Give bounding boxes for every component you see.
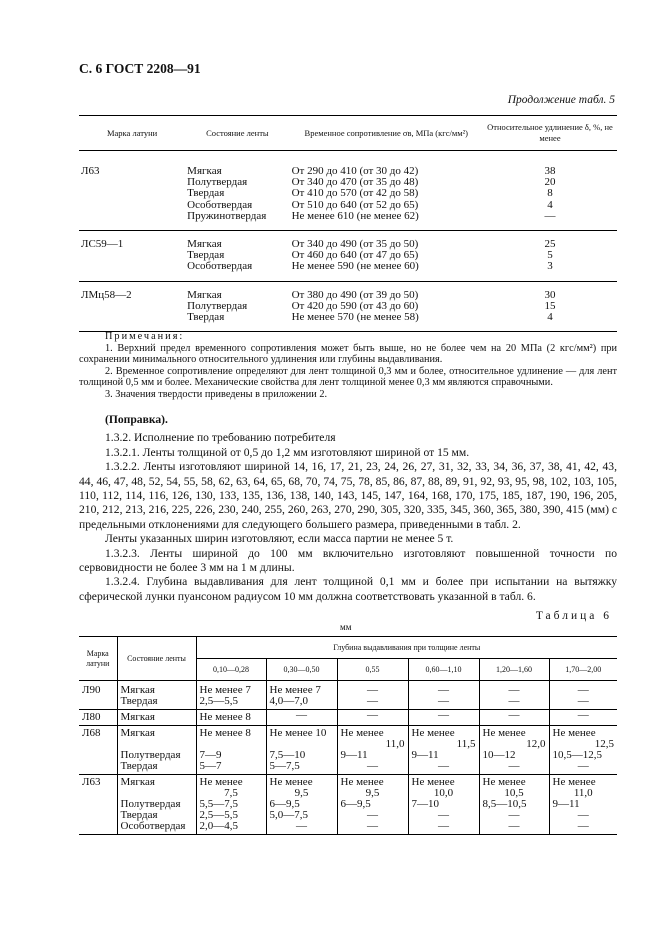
grade-cell: Л63 xyxy=(79,151,185,231)
value-cell: — xyxy=(337,821,408,835)
state-cell: Особотвердая xyxy=(117,821,196,835)
paragraph-1-3-2: 1.3.2. Исполнение по требованию потребителя xyxy=(105,431,336,445)
value-cell: 8,5—10,5 xyxy=(479,799,549,810)
value-cell: — xyxy=(479,696,549,710)
value-cell: — xyxy=(266,821,337,835)
value-cell: 2,0—4,5 xyxy=(196,821,266,835)
table-row xyxy=(79,750,617,761)
value-cell: 2,5—5,5 xyxy=(196,696,266,710)
t6-header-grade: Марка латуни xyxy=(79,637,117,681)
table-5 xyxy=(79,115,617,332)
state-cell: Мягкая xyxy=(117,681,196,697)
page-header: С. 6 ГОСТ 2208—91 xyxy=(79,61,201,76)
value-cell: 7—9 xyxy=(196,750,266,761)
notes-heading: Примечания: xyxy=(105,331,185,342)
strength-cell: От 290 до 410 (от 30 до 42) От 340 до 470 (от 35 до 48) От 410 до 570 (от 42 до 58) От 510 до 640 (от 52 до 65) Не менее 610 (не менее 62) xyxy=(290,151,483,231)
state-cell: Мягкая xyxy=(117,775,196,800)
state-cell: Полутвердая xyxy=(117,750,196,761)
table-row xyxy=(79,151,617,231)
thickness-header: 0,60—1,10 xyxy=(408,659,479,681)
value-cell: Не менее 8 xyxy=(196,726,266,751)
amendment-label: (Поправка). xyxy=(105,413,168,426)
value-cell: 5—7,5 xyxy=(266,761,337,775)
thickness-header: 0,55 xyxy=(337,659,408,681)
elongation-cell: 38 20 8 4 — xyxy=(483,151,617,231)
value-cell: 5,5—7,5 xyxy=(196,799,266,810)
state-cell: Твердая xyxy=(117,696,196,710)
t6-header-depth: Глубина выдавливания при толщине ленты xyxy=(196,637,617,659)
value-cell: Не менее 12,0 xyxy=(479,726,549,751)
state-cell: Мягкая Полутвердая Твердая Особотвердая Пружинотвердая xyxy=(185,151,289,231)
table-row xyxy=(79,726,617,751)
elongation-cell: 30 15 4 xyxy=(483,281,617,332)
state-cell: Мягкая Полутвердая Твердая xyxy=(185,281,289,332)
table-row xyxy=(79,799,617,810)
thickness-header: 1,70—2,00 xyxy=(549,659,617,681)
table-6-caption: Таблица 6 xyxy=(535,610,612,622)
table-row xyxy=(79,761,617,775)
value-cell: 6—9,5 xyxy=(337,799,408,810)
grade-cell: Л68 xyxy=(79,726,117,775)
paragraph-1-3-2-4: 1.3.2.4. Глубина выдавливания для лент толщиной 0,1 мм и более при испытании на вытяжку сферической лунки пуансоном радиусом 10 мм должна соответствовать указанной в табл. 6. xyxy=(79,575,617,603)
state-cell: Твердая xyxy=(117,761,196,775)
value-cell: Не менее 10,0 xyxy=(408,775,479,800)
t5-header-grade: Марка латуни xyxy=(79,116,185,151)
value-cell: Не менее 7,5 xyxy=(196,775,266,800)
value-cell: — xyxy=(408,761,479,775)
value-cell: — xyxy=(337,681,408,697)
thickness-header: 0,10—0,28 xyxy=(196,659,266,681)
grade-cell: Л90 xyxy=(79,681,117,710)
value-cell: 4,0—7,0 xyxy=(266,696,337,710)
strength-cell: От 340 до 490 (от 35 до 50) От 460 до 640 (от 47 до 65) Не менее 590 (не менее 60) xyxy=(290,231,483,282)
body-text xyxy=(79,413,617,604)
value-cell: — xyxy=(408,710,479,726)
value-cell: — xyxy=(549,821,617,835)
value-cell: 10,5—12,5 xyxy=(549,750,617,761)
note-2: 2. Временное сопротивление определяют для лент толщиной 0,3 мм и более, относительное удлинение — для лент толщиной 0,5 мм и более. Механические свойства для лент толщиной менее 0,3 мм являются справочными. xyxy=(79,365,617,388)
value-cell: Не менее 7 xyxy=(266,681,337,697)
elongation-cell: 25 5 3 xyxy=(483,231,617,282)
table-row xyxy=(79,696,617,710)
value-cell: 9—11 xyxy=(337,750,408,761)
value-cell: 9—11 xyxy=(408,750,479,761)
thickness-header: 0,30—0,50 xyxy=(266,659,337,681)
value-cell: 7,5—10 xyxy=(266,750,337,761)
value-cell: 5,0—7,5 xyxy=(266,810,337,821)
value-cell: — xyxy=(479,710,549,726)
value-cell: 6—9,5 xyxy=(266,799,337,810)
value-cell: Не менее 10,5 xyxy=(479,775,549,800)
value-cell: — xyxy=(479,681,549,697)
value-cell: 7—10 xyxy=(408,799,479,810)
paragraph-mass: Ленты указанных ширин изготовляют, если масса партии не менее 5 т. xyxy=(105,532,454,546)
table-row xyxy=(79,681,617,697)
value-cell: — xyxy=(408,821,479,835)
table-6 xyxy=(79,636,617,835)
value-cell: 10—12 xyxy=(479,750,549,761)
value-cell: — xyxy=(337,810,408,821)
grade-cell: ЛС59—1 xyxy=(79,231,185,282)
value-cell: 2,5—5,5 xyxy=(196,810,266,821)
value-cell: — xyxy=(408,681,479,697)
state-cell: Полутвердая xyxy=(117,799,196,810)
value-cell: — xyxy=(337,710,408,726)
value-cell: — xyxy=(549,710,617,726)
value-cell: 9—11 xyxy=(549,799,617,810)
table-row xyxy=(79,231,617,282)
value-cell: — xyxy=(408,696,479,710)
t5-header-state: Состояние ленты xyxy=(185,116,289,151)
value-cell: — xyxy=(479,821,549,835)
strength-cell: От 380 до 490 (от 39 до 50) От 420 до 590 (от 43 до 60) Не менее 570 (не менее 58) xyxy=(290,281,483,332)
value-cell: Не менее 11,0 xyxy=(337,726,408,751)
state-cell: Мягкая Твердая Особотвердая xyxy=(185,231,289,282)
t5-header-strength: Временное сопротивление σв, МПа (кгс/мм²) xyxy=(290,116,483,151)
value-cell: — xyxy=(479,810,549,821)
value-cell: — xyxy=(549,696,617,710)
value-cell: — xyxy=(337,696,408,710)
state-cell: Твердая xyxy=(117,810,196,821)
value-cell: Не менее 12,5 xyxy=(549,726,617,751)
t6-header-state: Состояние ленты xyxy=(117,637,196,681)
table-6-unit: мм xyxy=(340,622,352,632)
value-cell: Не менее 11,0 xyxy=(549,775,617,800)
table-row xyxy=(79,710,617,726)
value-cell: — xyxy=(549,681,617,697)
state-cell: Мягкая xyxy=(117,726,196,751)
thickness-header: 1,20—1,60 xyxy=(479,659,549,681)
note-3: 3. Значения твердости приведены в приложении 2. xyxy=(105,388,328,400)
table-row xyxy=(79,775,617,800)
grade-cell: Л63 xyxy=(79,775,117,835)
paragraph-1-3-2-1: 1.3.2.1. Ленты толщиной от 0,5 до 1,2 мм изготовляют шириной от 15 мм. xyxy=(105,445,470,459)
grade-cell: Л80 xyxy=(82,711,101,723)
value-cell: — xyxy=(408,810,479,821)
value-cell: — xyxy=(549,761,617,775)
value-cell: Не менее 8 xyxy=(196,710,266,726)
table-row xyxy=(79,821,617,835)
value-cell: Не менее 9,5 xyxy=(266,775,337,800)
value-cell: — xyxy=(266,710,337,726)
t5-header-elongation: Относительное удлинение δ, %, не менее xyxy=(483,116,617,151)
value-cell: Не менее 7 xyxy=(196,681,266,697)
table-row xyxy=(79,281,617,332)
value-cell: — xyxy=(337,761,408,775)
note-1: 1. Верхний предел временного сопротивления может быть выше, но не более чем на 20 МПа (2 кгс/мм²) при сохранении минимального относительного удлинения или глубины выдавливания. xyxy=(79,342,617,365)
value-cell: — xyxy=(549,810,617,821)
value-cell: Не менее 10 xyxy=(266,726,337,751)
paragraph-1-3-2-2: 1.3.2.2. Ленты изготовляют шириной 14, 16, 17, 21, 23, 24, 26, 27, 31, 32, 33, 34, 36, 37, 38, 41, 42, 43, 44, 46, 47, 48, 52, 54, 55, 58, 62, 63, 64, 65, 68, 70, 74, 75, 78, 85, 86, 87, 88, 89, 91, 92, 93, 95, 98, 102, 103, 105, 110, 112, 114, 116, 126, 130, 133, 135, 136, 138, 140, 143, 145, 147, 164, 168, 170, 175, 185, 187, 190, 196, 205, 210, 212, 213, 216, 225, 226, 230, 240, 255, 260, 263, 270, 290, 305, 320, 335, 345, 360, 365, 380, 390, 415 (мм) с предельными отклонениями для следующего большего размера, приведенными в табл. 2. xyxy=(79,460,617,531)
value-cell: Не менее 9,5 xyxy=(337,775,408,800)
table-continuation-label: Продолжение табл. 5 xyxy=(507,94,615,106)
value-cell: Не менее 11,5 xyxy=(408,726,479,751)
grade-cell: ЛМц58—2 xyxy=(79,281,185,332)
value-cell: — xyxy=(479,761,549,775)
state-cell: Мягкая xyxy=(117,710,196,726)
value-cell: 5—7 xyxy=(196,761,266,775)
paragraph-1-3-2-3: 1.3.2.3. Ленты шириной до 100 мм включительно изготовляют повышенной точности по сервовидности не более 3 мм на 1 м длины. xyxy=(79,546,617,575)
notes-block xyxy=(79,331,617,400)
